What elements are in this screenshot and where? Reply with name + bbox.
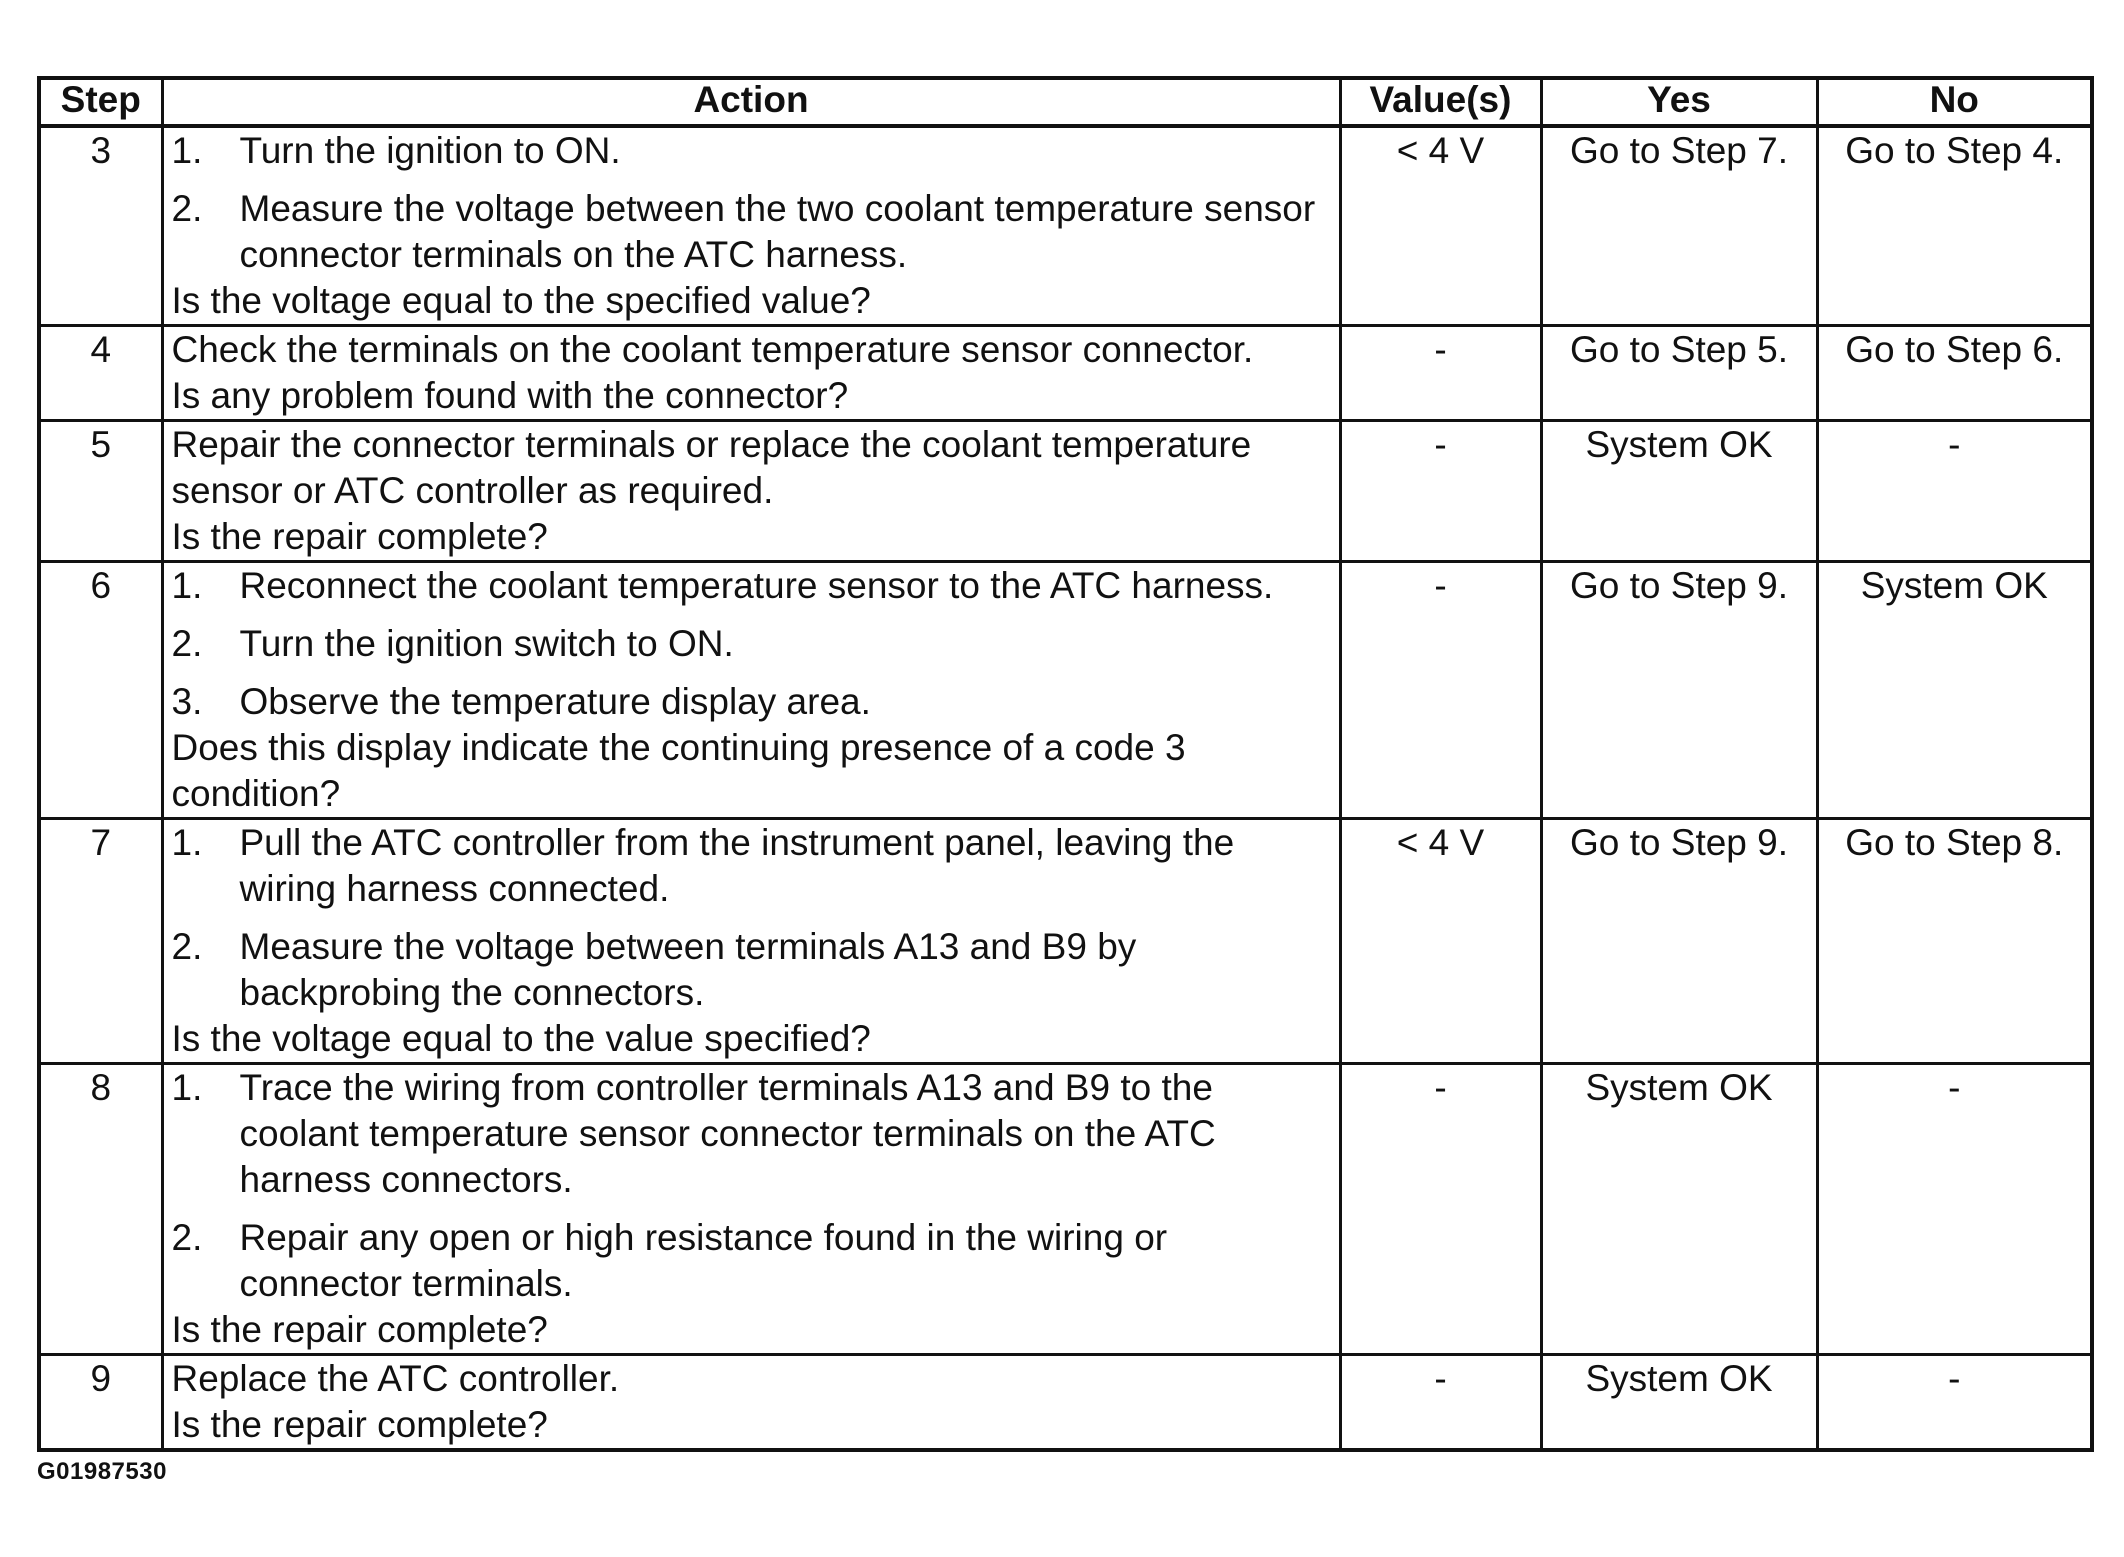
action-step-number: 1. <box>171 1067 203 1108</box>
action-step-number: 1. <box>171 130 203 171</box>
action-step <box>172 820 1333 912</box>
yes-cell: Go to Step 7. <box>1541 126 1817 326</box>
action-step-text: Turn the ignition to ON. <box>239 130 621 171</box>
action-step-text: Measure the voltage between terminals A13 and B9 by backprobing the connectors. <box>239 926 1137 1013</box>
value-cell: < 4 V <box>1340 126 1541 326</box>
action-question: Is the voltage equal to the specified value? <box>171 280 871 321</box>
no-cell: Go to Step 8. <box>1817 819 2092 1064</box>
value-cell: - <box>1340 562 1541 819</box>
action-step-list <box>172 128 1333 278</box>
action-step-number: 2. <box>171 1217 203 1258</box>
diagnostic-table <box>37 76 2094 1452</box>
action-step-text: Observe the temperature display area. <box>239 681 871 722</box>
yes-cell: Go to Step 5. <box>1541 326 1817 421</box>
yes-cell: Go to Step 9. <box>1541 562 1817 819</box>
action-step-text: Reconnect the coolant temperature sensor to the ATC harness. <box>239 565 1274 606</box>
action-question: Is the voltage equal to the value specified? <box>171 1018 871 1059</box>
action-step-list <box>172 1065 1333 1307</box>
action-question: Is the repair complete? <box>171 1309 548 1350</box>
value-cell: < 4 V <box>1340 819 1541 1064</box>
step-number: 4 <box>39 326 162 421</box>
no-cell: - <box>1817 1355 2092 1451</box>
action-step <box>172 1215 1333 1307</box>
value-cell: - <box>1340 1064 1541 1355</box>
no-cell: System OK <box>1817 562 2092 819</box>
action-step <box>172 128 1333 174</box>
action-step <box>172 1065 1333 1203</box>
yes-cell: System OK <box>1541 421 1817 562</box>
action-step-text: Pull the ATC controller from the instrument panel, leaving the wiring harness connected. <box>239 822 1235 909</box>
table-row <box>39 326 2092 421</box>
header-no: No <box>1817 78 2092 126</box>
action-step <box>172 924 1333 1016</box>
no-cell: Go to Step 6. <box>1817 326 2092 421</box>
action-step <box>172 679 1333 725</box>
value-cell: - <box>1340 326 1541 421</box>
step-number: 9 <box>39 1355 162 1451</box>
step-number: 7 <box>39 819 162 1064</box>
action-step <box>172 563 1333 609</box>
action-cell <box>162 819 1340 1064</box>
action-step <box>172 621 1333 667</box>
action-question: Is the repair complete? <box>171 516 548 557</box>
header-values: Value(s) <box>1340 78 1541 126</box>
action-cell <box>162 421 1340 562</box>
no-cell: - <box>1817 421 2092 562</box>
header-yes: Yes <box>1541 78 1817 126</box>
action-question: Is any problem found with the connector? <box>171 375 849 416</box>
action-text: Repair the connector terminals or replace the coolant temperature sensor or ATC controller as required. <box>171 424 1252 511</box>
action-step-number: 1. <box>171 822 203 863</box>
action-step-number: 2. <box>171 926 203 967</box>
action-step-number: 1. <box>171 565 203 606</box>
action-step-number: 3. <box>171 681 203 722</box>
action-cell <box>162 562 1340 819</box>
table-row <box>39 819 2092 1064</box>
yes-cell: System OK <box>1541 1064 1817 1355</box>
value-cell: - <box>1340 1355 1541 1451</box>
step-number: 6 <box>39 562 162 819</box>
action-step-number: 2. <box>171 623 203 664</box>
action-text: Check the terminals on the coolant temperature sensor connector. <box>171 329 1254 370</box>
action-text: Replace the ATC controller. <box>171 1358 620 1399</box>
step-number: 8 <box>39 1064 162 1355</box>
step-number: 5 <box>39 421 162 562</box>
table-row <box>39 1064 2092 1355</box>
table-row <box>39 421 2092 562</box>
no-cell: - <box>1817 1064 2092 1355</box>
action-step-text: Measure the voltage between the two coolant temperature sensor connector terminals on the ATC harness. <box>239 188 1316 275</box>
action-step-text: Repair any open or high resistance found in the wiring or connector terminals. <box>239 1217 1168 1304</box>
action-step <box>172 186 1333 278</box>
action-question: Is the repair complete? <box>171 1404 548 1445</box>
table-row <box>39 1355 2092 1451</box>
action-step-text: Turn the ignition switch to ON. <box>239 623 734 664</box>
action-step-list <box>172 820 1333 1016</box>
action-cell <box>162 326 1340 421</box>
yes-cell: System OK <box>1541 1355 1817 1451</box>
table-row <box>39 126 2092 326</box>
action-cell <box>162 1355 1340 1451</box>
header-action: Action <box>162 78 1340 126</box>
action-step-list <box>172 563 1333 725</box>
action-step-text: Trace the wiring from controller terminals A13 and B9 to the coolant temperature sensor connector terminals on the ATC harness connectors. <box>239 1067 1216 1200</box>
table-row <box>39 562 2092 819</box>
yes-cell: Go to Step 9. <box>1541 819 1817 1064</box>
table-header-row <box>39 78 2092 126</box>
table-body <box>39 126 2092 1450</box>
no-cell: Go to Step 4. <box>1817 126 2092 326</box>
figure-id: G01987530 <box>37 1458 167 1485</box>
value-cell: - <box>1340 421 1541 562</box>
action-cell <box>162 126 1340 326</box>
header-step: Step <box>39 78 162 126</box>
action-cell <box>162 1064 1340 1355</box>
step-number: 3 <box>39 126 162 326</box>
action-step-number: 2. <box>171 188 203 229</box>
action-question: Does this display indicate the continuing presence of a code 3 condition? <box>171 727 1186 814</box>
